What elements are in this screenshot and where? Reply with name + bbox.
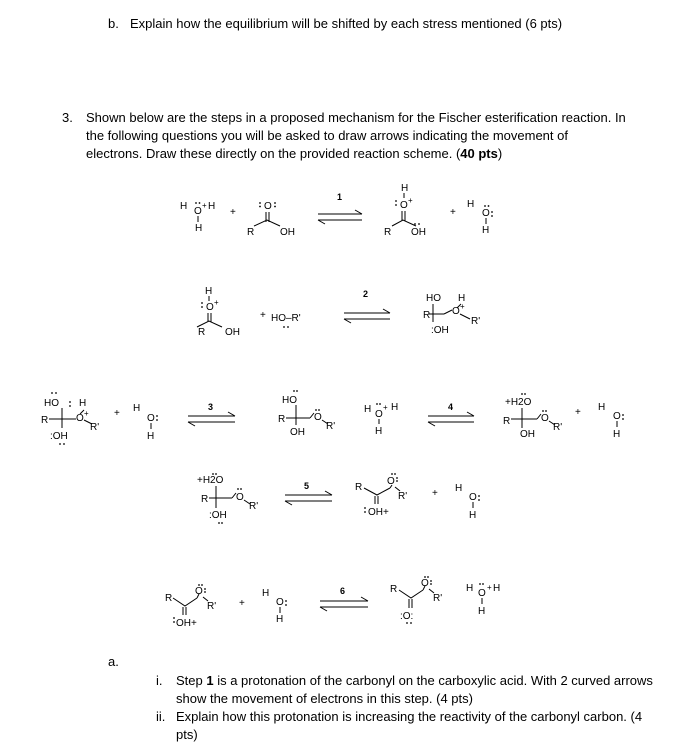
atom-label: O [264,201,272,212]
carboxylic-acid [247,201,295,238]
charge: + [408,196,413,205]
question-3-points: 40 pts [460,146,498,161]
atom-label: R' [249,501,259,512]
atom-label: H [478,606,486,617]
charge: + [202,201,207,210]
atom-label: H [613,429,621,440]
atom-label: H [375,426,383,437]
step-label: 4 [448,402,454,412]
ester-product [390,576,442,624]
atom-label: R' [553,422,563,433]
protonated-ester-2 [165,584,216,629]
atom-label: OH+ [176,618,197,629]
question-3-text-main: Shown below are the steps in a proposed mechanism for the Fischer esterification reaction. In the following questions you will be asked to draw arrows indicating the movement of electrons. Draw these directly on the provided reaction scheme. ( [86,110,626,161]
atom-label: H [364,404,372,415]
atom-label: H [79,398,87,409]
part-a-item-ii-text: Explain how this protonation is increasing the reactivity of the carbonyl carbon. (4 pts) [176,709,643,742]
tetrahedral-intermediate-1 [423,293,480,336]
atom-label: HO [282,395,297,406]
part-a-item-i-after: is a protonation of the carbonyl on the carboxylic acid. With 2 curved arrows show the movement of electrons in this step. (4 pts) [176,673,653,706]
atom-label: :OH [50,431,68,442]
hydronium-1 [180,201,215,234]
plus-sign: + [260,310,266,321]
hydronium-2 [364,402,398,437]
atom-label: H [493,583,501,594]
equilibrium-arrow-5 [285,481,332,505]
atom-label: H [180,201,188,212]
part-b-text: Explain how the equilibrium will be shifted by each stress mentioned (6 pts) [130,16,563,31]
atom-label: H [276,614,284,625]
atom-label: H [262,588,270,599]
atom-label: R' [90,422,100,433]
atom-label: +H2O [197,475,224,486]
atom-label: O [195,586,203,597]
plus-sign: + [575,407,581,418]
protonated-ester [355,473,407,518]
question-3-text-end: ) [497,146,503,161]
atom-label: OH [520,429,535,440]
atom-label: R [247,227,255,238]
atom-label: O [314,412,322,423]
atom-label: O [452,306,460,317]
atom-label: O [276,597,284,608]
atom-label: H [195,223,203,234]
atom-label: O [478,588,486,599]
atom-label: R' [433,593,443,604]
step-label: 6 [340,586,346,596]
atom-label: O [387,476,395,487]
atom-label: OH [280,227,295,238]
atom-label: OH [290,427,305,438]
charge: + [383,403,388,412]
hydronium-3 [466,583,500,617]
atom-label: H [466,583,474,594]
plus-sign: + [230,207,236,218]
atom-label: R [201,494,209,505]
atom-label: R' [326,421,336,432]
atom-label: :OH [431,325,449,336]
atom-label: H [391,402,399,413]
atom-label: H [133,403,141,414]
atom-label: R [503,416,511,427]
atom-label: R' [207,601,217,612]
tetrahedral-intermediate-3 [278,390,335,438]
atom-label: O [76,413,84,424]
part-a-letter: a. [108,654,119,669]
tetrahedral-intermediate-4 [503,393,562,440]
tetrahedral-intermediate-2 [41,392,99,445]
part-a-item-ii-numeral: ii. [156,709,166,724]
protonated-acid-2 [197,286,240,338]
charge: + [84,409,89,418]
plus-sign: + [239,598,245,609]
atom-label: :O: [400,611,414,622]
equilibrium-arrow-2 [344,289,390,323]
atom-label: R [384,227,392,238]
part-a-item-i-before: Step [176,673,207,688]
atom-label: O [147,413,155,424]
atom-label: O [400,200,408,211]
atom-label: :OH [209,510,227,521]
water-5 [262,588,287,625]
step-label: 1 [337,192,343,202]
atom-label: R [165,593,173,604]
atom-label: R [355,482,363,493]
atom-label: O [206,302,214,313]
equilibrium-arrow-6 [320,586,368,611]
atom-label: OH+ [368,507,389,518]
atom-label: O [541,413,549,424]
atom-label: O [236,492,244,503]
atom-label: HO–R' [271,313,301,324]
atom-label: O [613,411,621,422]
charge: + [487,583,492,592]
atom-label: R [198,327,206,338]
water-4 [455,483,480,521]
atom-label: H [401,183,409,194]
atom-label: H [458,293,466,304]
plus-sign: + [432,488,438,499]
atom-label: H [455,483,463,494]
equilibrium-arrow-4 [428,402,474,426]
tetrahedral-intermediate-5 [197,473,258,524]
charge: + [214,298,219,307]
atom-label: H [205,286,213,297]
question-3-number: 3. [62,110,73,125]
atom-label: HO [426,293,441,304]
atom-label: R [390,584,398,595]
water-1 [467,199,493,236]
atom-label: H [208,201,216,212]
equilibrium-arrow-1 [318,192,362,224]
atom-label: OH [225,327,240,338]
step-label: 3 [208,402,214,412]
water-3 [598,402,624,440]
atom-label: H [147,431,155,442]
atom-label: H [598,402,606,413]
atom-label: H [467,199,475,210]
atom-label: R [423,310,431,321]
atom-label: O [375,409,383,420]
atom-label: OH [411,227,426,238]
water-2 [133,403,158,442]
plus-sign: + [450,207,456,218]
atom-label: R [278,414,286,425]
atom-label: +H2O [505,397,532,408]
atom-label: O [421,578,429,589]
step-label: 5 [304,481,310,491]
part-a-item-i-text [176,672,666,708]
step-label: 2 [363,289,369,299]
equilibrium-arrow-3 [188,402,235,426]
part-b-letter: b. [108,16,119,31]
atom-label: O [194,206,202,217]
atom-label: H [469,510,477,521]
alcohol [271,313,301,328]
plus-sign: + [114,408,120,419]
atom-label: R' [471,316,481,327]
part-a-item-i-numeral: i. [156,673,163,688]
atom-label: HO [44,398,59,409]
atom-label: H [482,225,490,236]
atom-label: O [482,208,490,219]
part-a-item-i-bold: 1 [206,673,214,688]
atom-label: O [469,492,477,503]
atom-label: R [41,415,49,426]
charge: + [460,302,465,311]
atom-label: R' [398,491,408,502]
protonated-acid [384,183,426,238]
